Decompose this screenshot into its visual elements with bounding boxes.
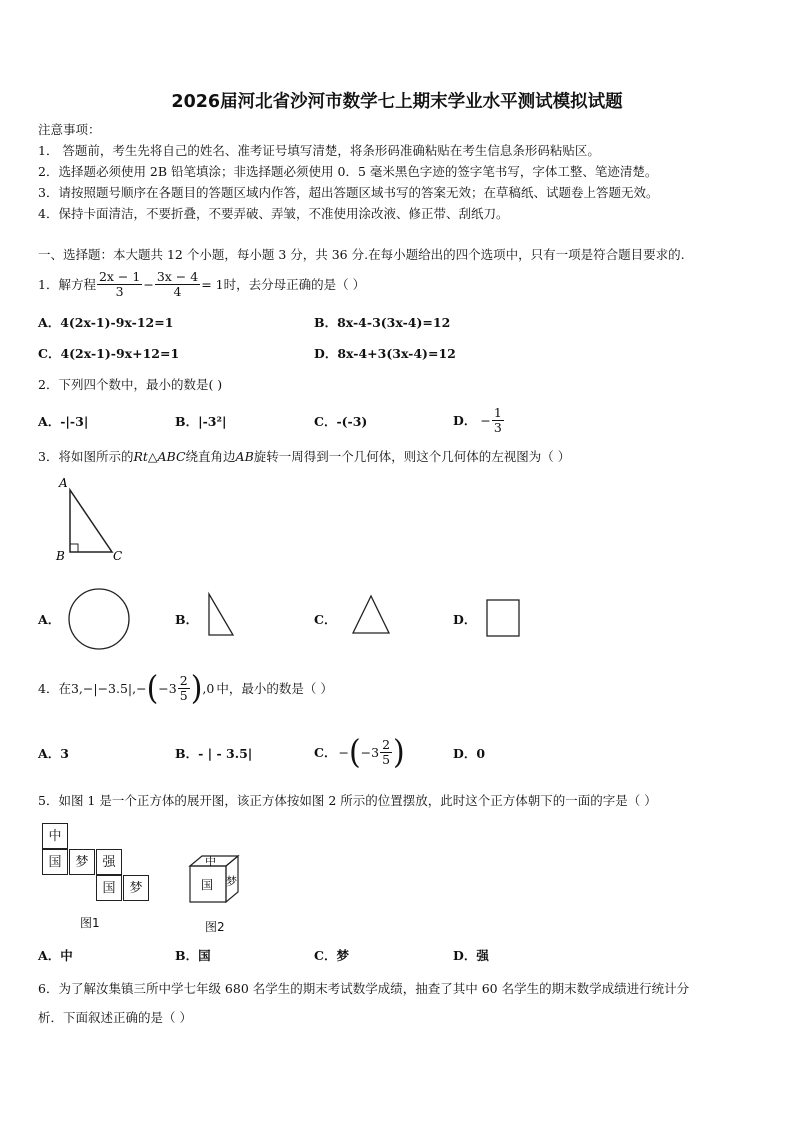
question-6-line-2: 析．下面叙述正确的是（ ） [38,1010,192,1025]
q2-d-denominator: 3 [493,419,502,435]
q4-c-sign: − [338,744,349,760]
q4-tail: ,0 [202,680,215,696]
net-cell: 国 [96,875,122,901]
q4-right-paren: ) [190,668,203,708]
net-cell: 国 [42,849,68,875]
isosceles-triangle-view-icon [349,592,393,636]
circle-view-icon [66,586,132,652]
q4-suffix: 中，最小的数是（ ） [216,681,333,696]
q4-inner-denominator: 5 [179,687,188,703]
q1-f1-numerator: 2x − 1 [98,269,141,285]
cube-net-figure [42,823,154,905]
question-1-stem [38,264,365,304]
q3-label-a: A [59,476,68,490]
q5-option-a: A．中 [38,948,73,963]
q2-option-d [453,400,505,440]
q2-option-b: B．|-3²| [175,414,227,429]
q1-fraction-1 [97,270,142,297]
q4-option-a: A．3 [38,746,69,761]
question-3-stem [38,447,570,465]
notice-heading: 注意事项： [38,122,101,137]
question-4-stem [38,663,333,713]
right-angle-mark [70,544,78,552]
q1-f2-denominator: 4 [173,283,182,299]
q4-list: 3,−|−3.5|,− [70,680,147,696]
q4-c-denominator: 5 [382,751,391,767]
q4-c-label: C． [314,745,337,760]
cube-front-face: 国 [201,878,214,892]
q3-option-c-label: C． [314,612,337,627]
q1-option-b: B．8x-4-3(3x-4)=12 [314,315,451,330]
notice-item-4: 4．保持卡面清洁，不要折叠，不要弄破、弄皱，不准使用涂改液、修正带、刮纸刀。 [38,206,509,221]
q5-option-d: D．强 [453,948,489,963]
figure-1-caption: 图1 [80,916,100,930]
q4-inner-numerator: 2 [179,673,188,689]
q1-option-d: D．8x-4+3(3x-4)=12 [314,346,456,361]
triangle-half-view-icon [205,590,237,640]
q5-option-b: B．国 [175,948,211,963]
notice-item-2: 2．选择题必须使用 2B 铅笔填涂；非选择题必须使用 0．5 毫米黑色字迹的签字笔书写，字体工整、笔迹清楚。 [38,164,658,179]
question-6-line-1: 6．为了解汝集镇三所中学七年级 680 名学生的期末考试数学成绩，抽查了其中 60 名学生的期末数学成绩进行统计分 [38,981,690,996]
q1-f1-denominator: 3 [115,283,124,299]
q2-d-numerator: 1 [493,405,502,421]
question-5-stem: 5．如图 1 是一个正方体的展开图，该正方体按如图 2 所示的位置摆放，此时这个正方体朝下的一面的字是（ ） [38,793,657,808]
q4-option-b: B．- | - 3.5| [175,746,253,761]
q4-option-c [314,727,405,777]
cube-side-face: 梦 [226,875,237,888]
notice-item-3: 3．请按照题号顺序在各题目的答题区域内作答，超出答题区域书写的答案无效；在草稿纸、试题卷上答题无效。 [38,185,659,200]
q3-option-b-label: B． [175,612,199,627]
page-title: 2026届河北省沙河市数学七上期末学业水平测试模拟试题 [171,92,623,112]
net-cell: 强 [96,849,122,875]
section-heading: 一、选择题：本大题共 12 个小题，每小题 3 分，共 36 分.在每小题给出的四个选项中，只有一项是符合题目要求的. [38,247,685,262]
net-cell: 中 [42,823,68,849]
q1-f2-numerator: 3x − 4 [156,269,199,285]
rectangle-view-icon [484,597,522,639]
q3-option-d-label: D． [453,612,477,627]
notice-item-1: 1． 答题前，考生先将自己的姓名、准考证号填写清楚，将条形码准确粘贴在考生信息条形码粘贴区。 [38,143,600,158]
q1-minus: − [143,276,154,292]
net-cell: 梦 [69,849,95,875]
q3-stem-b: 绕直角边 [185,449,236,464]
q4-c-fraction [380,738,392,765]
q1-equals: = 1 [201,276,224,292]
q2-d-label: D． [453,413,477,428]
q1-option-a: A．4(2x-1)-9x-12=1 [38,315,174,330]
q4-c-numerator: 2 [382,737,391,753]
q3-triangle-figure [50,475,140,570]
q1-option-c: C．4(2x-1)-9x+12=1 [38,346,180,361]
q3-stem-a: 3．将如图所示的 [38,449,134,464]
q3-option-a-label: A． [38,612,61,627]
q3-stem-ab: AB [235,449,254,464]
q3-stem-rt: Rt△ABC [133,449,186,464]
figure-2-caption: 图2 [205,920,225,934]
q3-label-c: C [113,549,123,563]
q4-c-whole: −3 [360,744,380,760]
q4-option-d: D．0 [453,746,486,761]
cube-figure [186,852,246,910]
q3-stem-c: 旋转一周得到一个几何体，则这个几何体的左视图为（ ） [253,449,571,464]
right-triangle [70,490,112,552]
q1-prefix: 1．解方程 [38,277,96,292]
q1-fraction-2 [155,270,200,297]
q4-inner-fraction [178,674,190,701]
q2-option-a: A．-|-3| [38,414,89,429]
q4-inner-whole: −3 [158,680,177,696]
cube-top-face: 中 [205,855,216,868]
q2-d-fraction [492,406,504,433]
q4-c-left-paren: ( [348,732,361,772]
q5-option-c: C．梦 [314,948,349,963]
question-2-stem: 2．下列四个数中，最小的数是( ) [38,377,223,392]
net-cell: 梦 [123,875,149,901]
q2-option-c: C．-(-3) [314,414,368,429]
q3-label-b: B [56,549,65,563]
q4-prefix: 4．在 [38,681,71,696]
q4-c-right-paren: ) [393,732,405,772]
q2-d-sign: − [480,412,491,428]
q4-left-paren: ( [146,668,159,708]
q1-suffix: 时，去分母正确的是（ ） [223,277,366,292]
